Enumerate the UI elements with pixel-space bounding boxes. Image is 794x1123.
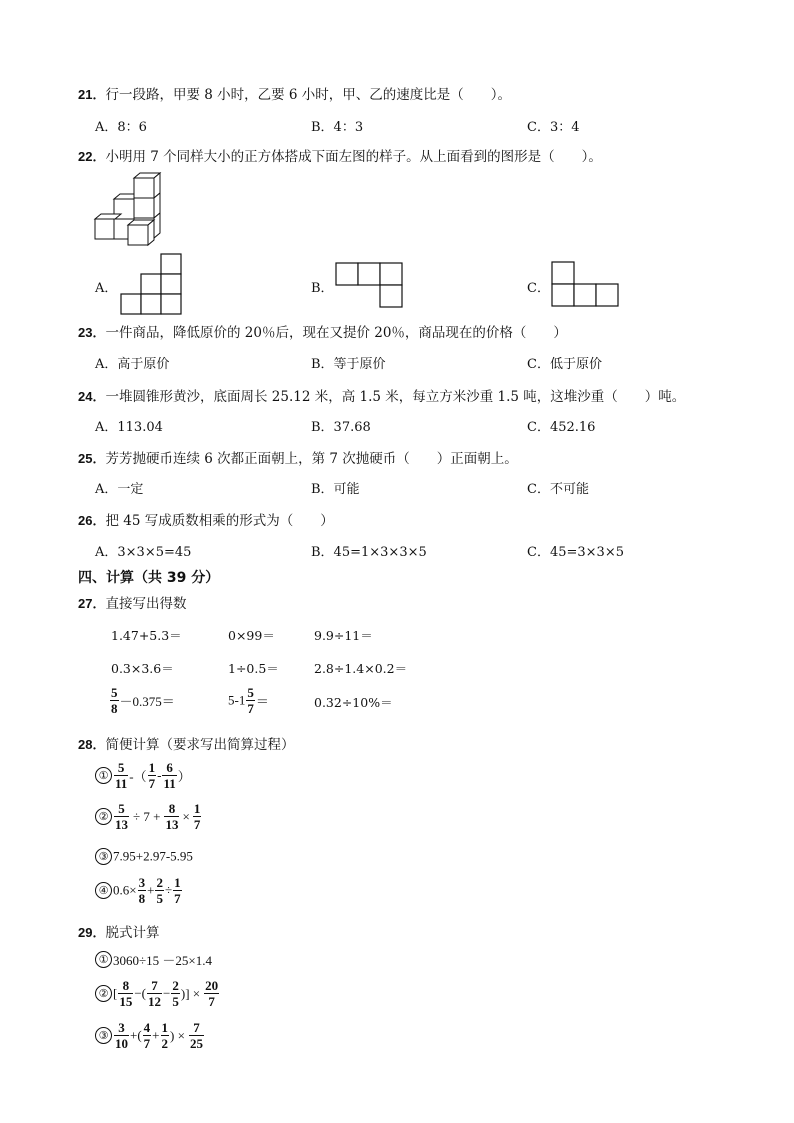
cube-stack-figure [92,172,164,247]
question-22 [78,145,602,165]
question-text: 行一段路，甲要 8 小时，乙要 6 小时，甲、乙的速度比是（ ）。 [105,87,512,103]
question-text: 简便计算（要求写出简算过程） [105,737,295,753]
question-number: 27． [78,596,106,611]
expression-4: ④ 0.6× $\frac{3}{8}$ + $\frac{2}{5}$ ÷ $\frac{1}{7}$ [95,876,183,905]
circled-number: ④ [95,882,112,899]
option-c[interactable]: C． [527,281,550,296]
question-number: 21． [78,87,106,102]
question-text: 把 45 写成质数相乘的形式为（ ） [105,513,334,529]
question-number: 28． [78,737,106,752]
option-c[interactable]: C．低于原价 [527,357,602,372]
question-number: 22． [78,149,106,164]
calc-item: 0.32÷10%＝ [314,695,393,710]
option-c[interactable]: C．不可能 [527,482,589,497]
question-number: 29． [78,925,106,940]
question-25 [78,447,518,467]
expression-1: ① $\frac{5}{11}$ -（ $\frac{1}{7}$ - $\frac{6}{11}$ ） [95,761,191,790]
option-b[interactable]: B．可能 [311,482,360,497]
circled-number: ③ [95,848,112,865]
option-c[interactable]: C．3：4 [527,120,580,135]
option-a[interactable]: A．3×3×5=45 [95,545,192,560]
calc-item: 1.47+5.3＝ [111,628,182,643]
circled-number: ① [95,951,112,968]
question-23 [78,321,567,341]
question-number: 26． [78,513,106,528]
calc-item: 9.9÷11＝ [314,628,373,643]
expression-2: ② $\frac{5}{13}$ ÷ 7 + $\frac{8}{13}$ × $\frac{1}{7}$ [95,802,202,831]
question-number: 24． [78,389,106,404]
expression-3: ③ $\frac{3}{10}$ +( $\frac{4}{7}$ + $\frac{1}{2}$ ) × $\frac{7}{25}$ [95,1021,205,1050]
question-number: 23． [78,325,106,340]
option-a[interactable]: A．8：6 [95,120,147,135]
question-29 [78,921,159,941]
fraction: $\frac{5}{8}$ [111,685,118,716]
option-a[interactable]: A．113.04 [95,420,163,435]
question-text: 一件商品，降低原价的 20％后，现在又提价 20％，商品现在的价格（ ） [105,325,567,341]
question-text: 一堆圆锥形黄沙，底面周长 25.12 米，高 1.5 米，每立方米沙重 1.5 吨，这堆沙重（ ）吨。 [105,389,686,405]
option-b[interactable]: B．等于原价 [311,357,386,372]
section-heading: 四、计算（共 39 分） [78,570,220,586]
calc-item: 2.8÷1.4×0.2＝ [314,661,408,676]
option-b[interactable]: B． [311,281,334,296]
question-26 [78,509,334,529]
top-view-figure-a [120,253,182,315]
question-text: 直接写出得数 [105,596,187,612]
option-a[interactable]: A．一定 [95,482,144,497]
circled-number: ② [95,808,112,825]
question-number: 25． [78,451,106,466]
expression-2: ② [ $\frac{8}{15}$ −( $\frac{7}{12}$ − $\frac{2}{5}$ )] × $\frac{20}{7}$ [95,979,220,1008]
question-text: 脱式计算 [105,925,160,941]
question-21 [78,83,511,103]
circled-number: ③ [95,1027,112,1044]
question-24 [78,385,685,405]
question-text: 芳芳抛硬币连续 6 次都正面朝上，第 7 次抛硬币（ ）正面朝上。 [105,451,518,467]
question-text: 小明用 7 个同样大小的正方体搭成下面左图的样子。从上面看到的图形是（ ）。 [105,149,602,165]
option-b[interactable]: B．4：3 [311,120,364,135]
circled-number: ① [95,767,112,784]
option-b[interactable]: B．45=1×3×3×5 [311,545,427,560]
option-a[interactable]: A． [95,281,118,296]
fraction: $\frac{5}{7}$ [247,685,254,716]
expression-1: ① 3060÷15 －25×1.4 [95,950,212,969]
option-c[interactable]: C．452.16 [527,420,596,435]
circled-number: ② [95,985,112,1002]
top-view-figure-c [551,261,619,307]
option-a[interactable]: A．高于原价 [95,357,170,372]
calc-item: 5-1 $\frac{5}{7}$ ＝ [228,685,269,716]
question-27 [78,592,186,612]
option-b[interactable]: B．37.68 [311,420,371,435]
calc-item: 0×99＝ [228,628,275,643]
calc-item: $\frac{5}{8}$ －0.375＝ [111,685,175,716]
calc-item: 0.3×3.6＝ [111,661,174,676]
calc-item: 1÷0.5＝ [228,661,279,676]
option-c[interactable]: C．45=3×3×5 [527,545,624,560]
expression-3: ③ 7.95+2.97-5.95 [95,848,193,865]
question-28 [78,733,294,753]
top-view-figure-b [335,262,403,308]
